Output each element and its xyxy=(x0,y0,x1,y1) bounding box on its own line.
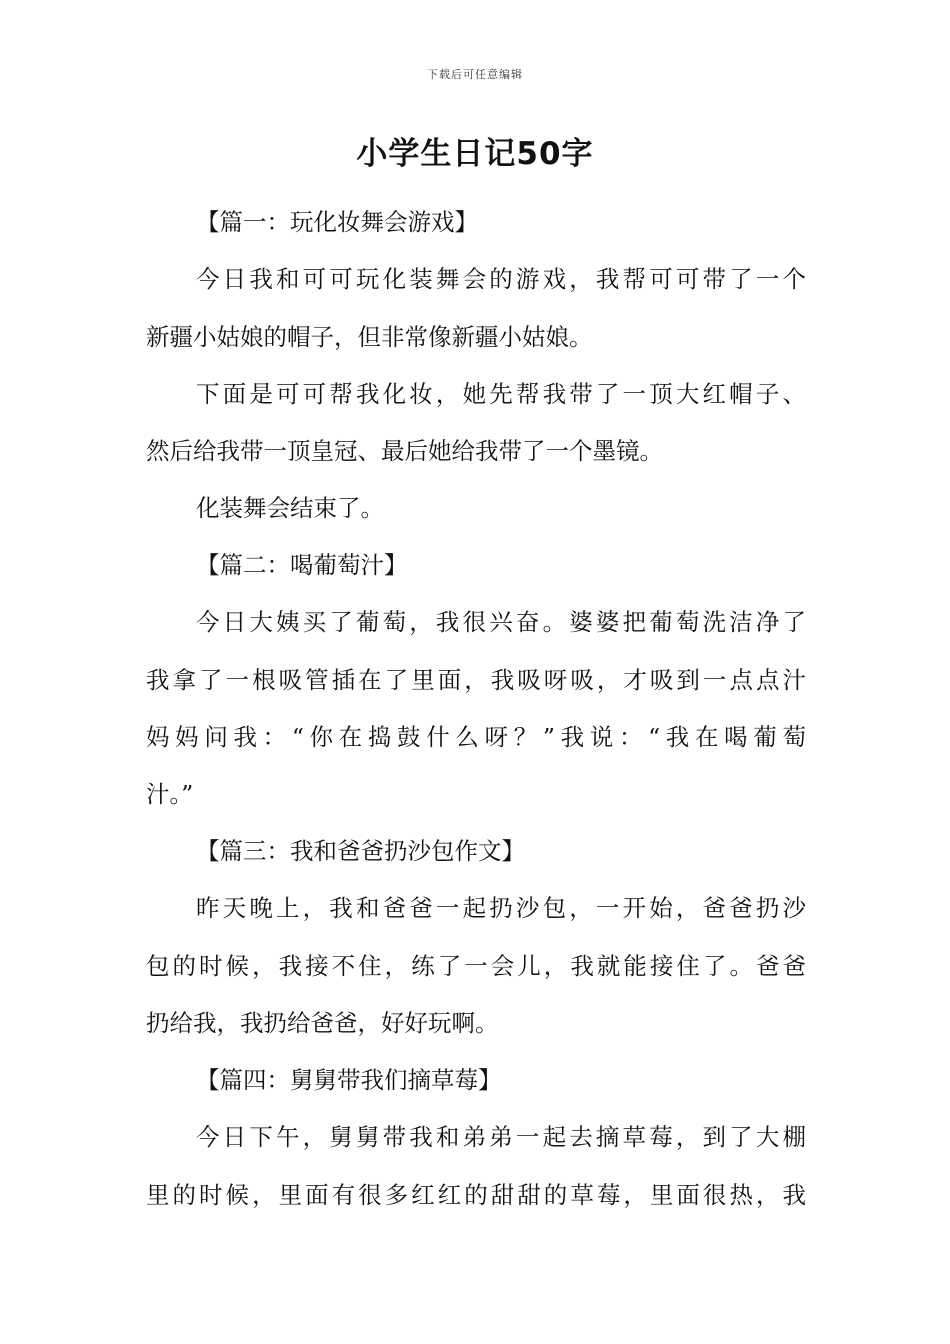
section-heading-1: 【篇一：玩化妆舞会游戏】 xyxy=(196,208,478,236)
paragraph-line: 妈妈问我：“你在捣鼓什么呀？”我说：“我在喝葡萄 xyxy=(146,723,806,751)
section-heading-4: 【篇四：舅舅带我们摘草莓】 xyxy=(196,1066,502,1094)
paragraph-line: 昨天晚上，我和爸爸一起扔沙包，一开始，爸爸扔沙 xyxy=(196,894,806,922)
paragraph-line: 汁。” xyxy=(146,780,194,808)
paragraph-line: 包的时候，我接不住，练了一会儿，我就能接住了。爸爸 xyxy=(146,952,806,980)
header-note: 下载后可任意编辑 xyxy=(427,68,523,81)
paragraph-line: 里的时候，里面有很多红红的甜甜的草莓，里面很热，我 xyxy=(146,1181,806,1209)
paragraph-line: 今日大姨买了葡萄，我很兴奋。婆婆把葡萄洗洁净了 xyxy=(196,608,806,636)
paragraph-line: 化装舞会结束了。 xyxy=(196,494,384,522)
page-title: 小学生日记50字 xyxy=(356,136,594,172)
section-heading-3: 【篇三：我和爸爸扔沙包作文】 xyxy=(196,837,525,865)
paragraph-line: 今日我和可可玩化装舞会的游戏，我帮可可带了一个 xyxy=(196,265,806,293)
paragraph-line: 新疆小姑娘的帽子，但非常像新疆小姑娘。 xyxy=(146,323,593,351)
paragraph-line: 今日下午，舅舅带我和弟弟一起去摘草莓，到了大棚 xyxy=(196,1123,806,1151)
paragraph-line: 扔给我，我扔给爸爸，好好玩啊。 xyxy=(146,1009,499,1037)
paragraph-line: 然后给我带一顶皇冠、最后她给我带了一个墨镜。 xyxy=(146,437,663,465)
section-heading-2: 【篇二：喝葡萄汁】 xyxy=(196,551,408,579)
paragraph-line: 下面是可可帮我化妆，她先帮我带了一顶大红帽子、 xyxy=(196,380,806,408)
paragraph-line: 我拿了一根吸管插在了里面，我吸呀吸，才吸到一点点汁 xyxy=(146,666,806,694)
